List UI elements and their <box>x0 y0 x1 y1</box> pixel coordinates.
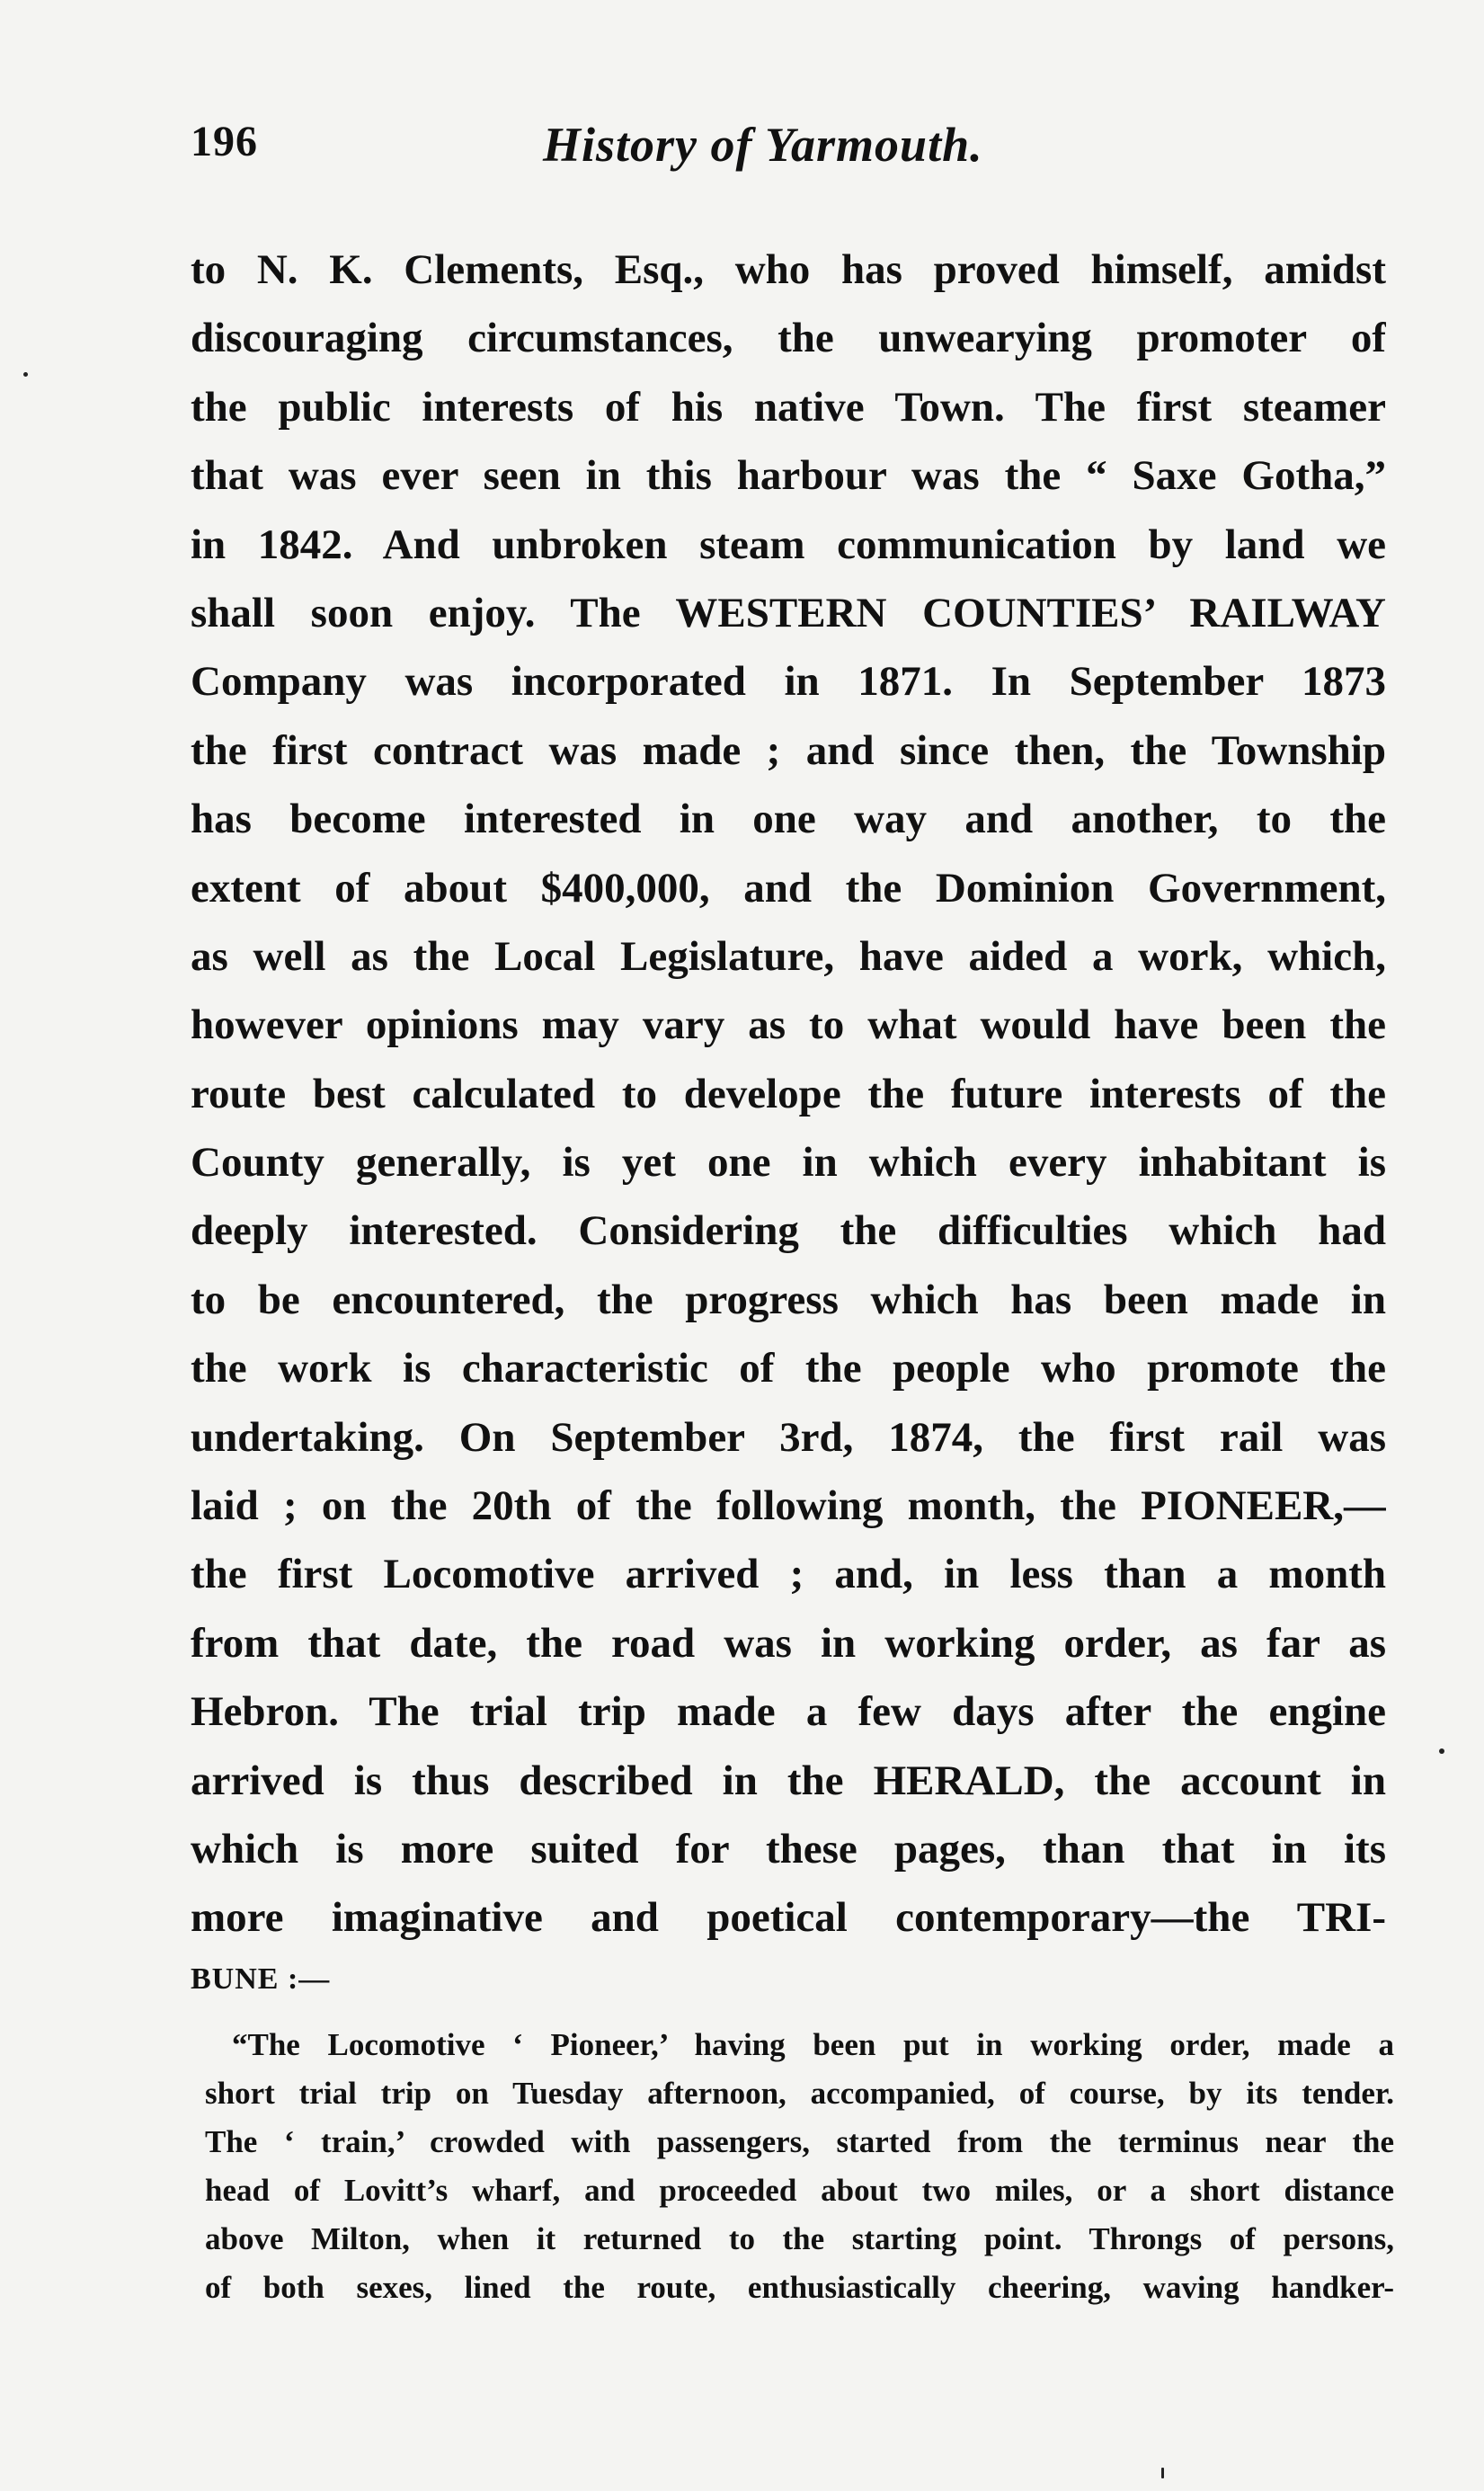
text-line: route best calculated to develope the future interests of the <box>191 1070 1386 1117</box>
text-line: that was ever seen in this harbour was the “ Saxe Gotha,” <box>191 452 1386 500</box>
print-speck <box>23 372 28 377</box>
text-line: undertaking. On September 3rd, 1874, the first rail was <box>191 1413 1386 1461</box>
text-line: the work is characteristic of the people who promote the <box>191 1345 1386 1392</box>
quote-line: short trial trip on Tuesday afternoon, accompanied, of course, by its tender. <box>205 2076 1394 2111</box>
text-line: has become interested in one way and another, to the <box>191 796 1386 843</box>
text-line: arrived is thus described in the HERALD, the account in <box>191 1757 1386 1804</box>
text-line: which is more suited for these pages, than that in its <box>191 1825 1386 1873</box>
quote-line: “The Locomotive ‘ Pioneer,’ having been put in working order, made a <box>232 2027 1394 2062</box>
body-text <box>191 236 1386 2006</box>
text-line: to N. K. Clements, Esq., who has proved himself, amidst <box>191 246 1386 293</box>
text-line: County generally, is yet one in which every inhabitant is <box>191 1139 1386 1187</box>
quote-line: above Milton, when it returned to the starting point. Throngs of persons, <box>205 2221 1394 2256</box>
running-title: History of Yarmouth. <box>543 118 983 172</box>
text-line: shall soon enjoy. The WESTERN COUNTIES’ RAILWAY <box>191 589 1386 636</box>
quote-line: of both sexes, lined the route, enthusiastically cheering, waving handker- <box>205 2270 1394 2305</box>
print-speck <box>1161 2468 1164 2478</box>
text-line: however opinions may vary as to what would have been the <box>191 1001 1386 1049</box>
text-line: to be encountered, the progress which has been made in <box>191 1276 1386 1323</box>
text-line: laid ; on the 20th of the following month, the PIONEER,— <box>191 1482 1386 1530</box>
block-quote <box>205 2021 1394 2312</box>
print-speck <box>1439 1748 1444 1754</box>
text-line: in 1842. And unbroken steam communication by land we <box>191 520 1386 568</box>
text-line: Hebron. The trial trip made a few days after the engine <box>191 1688 1386 1736</box>
quote-line: The ‘ train,’ crowded with passengers, started from the terminus near the <box>205 2124 1394 2159</box>
text-line: the first contract was made ; and since then, the Township <box>191 726 1386 774</box>
text-line: from that date, the road was in working order, as far as <box>191 1619 1386 1667</box>
quote-line: head of Lovitt’s wharf, and proceeded about two miles, or a short distance <box>205 2173 1394 2208</box>
text-line: Company was incorporated in 1871. In September 1873 <box>191 658 1386 706</box>
text-line: as well as the Local Legislature, have aided a work, which, <box>191 932 1386 980</box>
page-header <box>191 117 1386 180</box>
page-number: 196 <box>191 118 258 165</box>
text-line: more imaginative and poetical contemporary—the TRI- <box>191 1894 1386 1942</box>
text-line: extent of about $400,000, and the Dominion Government, <box>191 864 1386 912</box>
text-line: discouraging circumstances, the unwearying promoter of <box>191 315 1386 362</box>
text-line: deeply interested. Considering the difficulties which had <box>191 1207 1386 1255</box>
text-line: the first Locomotive arrived ; and, in less than a month <box>191 1551 1386 1598</box>
text-line: BUNE :— <box>191 1962 331 1996</box>
text-line: the public interests of his native Town. The first steamer <box>191 383 1386 431</box>
